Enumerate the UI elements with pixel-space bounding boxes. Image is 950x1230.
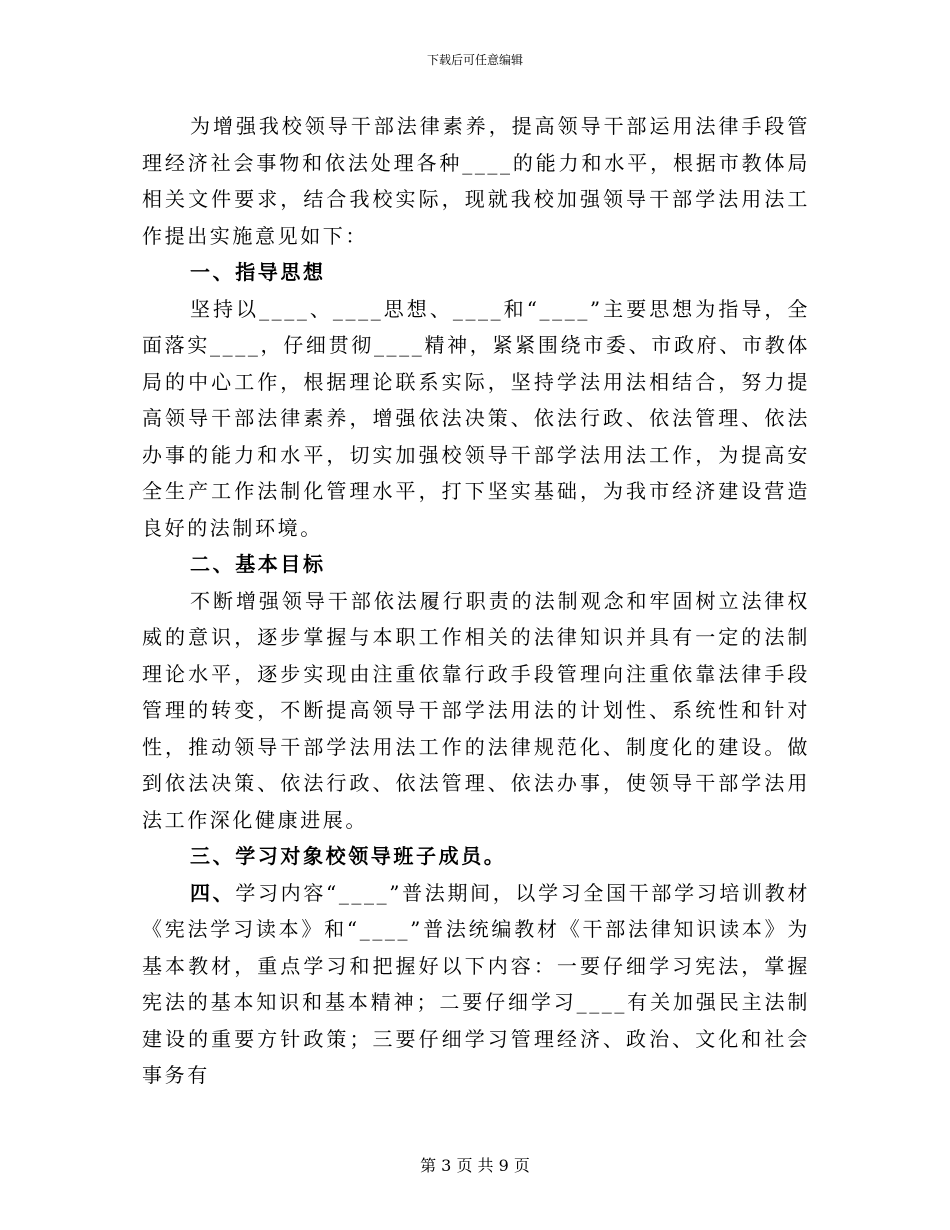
page-footer: 第 3 页 共 9 页 [420,1156,530,1175]
section-4-text: 学习内容“____”普法期间，以学习全国干部学习培训教材《宪法学习读本》和“____”普法统编教材《干部法律知识读本》为基本教材，重点学习和把握好以下内容：一要仔细学习宪法，掌握宪法的基本知识和基本精神；二要仔细学习____有关加强民主法制建设的重要方针政策；三要仔细学习管理经济、政治、文化和社会事务有 [142,880,811,1087]
section-1-paragraph: 坚持以____、____思想、____和“____”主要思想为指导，全面落实____，仔细贯彻____精神，紧紧围绕市委、市政府、市教体局的中心工作，根据理论联系实际，坚持学法用法相结合，努力提高领导干部法律素养，增强依法决策、依法行政、依法管理、依法办事的能力和水平，切实加强校领导干部学法用法工作，为提高安全生产工作法制化管理水平，打下坚实基础，为我市经济建设营造良好的法制环境。 [142,296,810,540]
section-4-label: 四、 [190,880,236,905]
section-4-paragraph [142,875,810,1094]
document-body [142,108,810,1094]
section-1-heading: 一、指导思想 [190,260,326,284]
section-3-heading: 三、学习对象校领导班子成员。 [190,844,507,868]
section-2-paragraph: 不断增强领导干部依法履行职责的法制观念和牢固树立法律权威的意识，逐步掌握与本职工作相关的法律知识并具有一定的法制理论水平，逐步实现由注重依靠行政手段管理向注重依靠法律手段管理的转变，不断提高领导干部学法用法的计划性、系统性和针对性，推动领导干部学法用法工作的法律规范化、制度化的建设。做到依法决策、依法行政、依法管理、依法办事，使领导干部学法用法工作深化健康进展。 [142,588,810,832]
intro-paragraph: 为增强我校领导干部法律素养，提高领导干部运用法律手段管理经济社会事物和依法处理各种____的能力和水平，根据市教体局相关文件要求，结合我校实际，现就我校加强领导干部学法用法工作提出实施意见如下： [142,114,810,248]
page-header: 下载后可任意编辑 [426,53,523,67]
section-2-heading: 二、基本目标 [190,552,326,576]
